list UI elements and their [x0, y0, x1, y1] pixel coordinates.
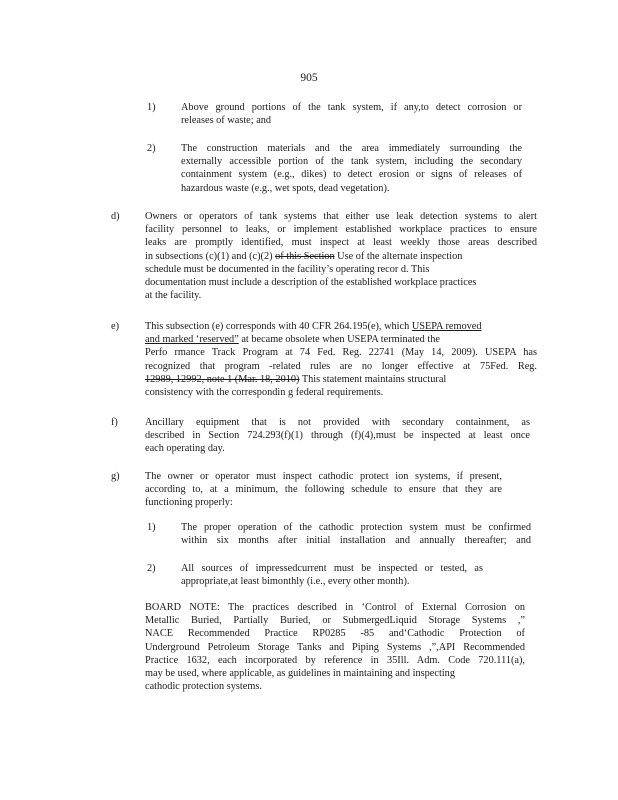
- item-1-paragraph: [181, 101, 522, 127]
- text-line: functioning properly:: [145, 497, 233, 509]
- text-line: Underground Petroleum Storage Tanks and Piping Systems ,”,API Recommended: [145, 641, 525, 653]
- inserted-text: USEPA removed: [411, 321, 482, 332]
- subsection-label: d): [111, 211, 120, 222]
- deleted-text: of this Section: [275, 250, 335, 262]
- text-line: leaks are promptly identified, must inspect at least weekly those areas described: [145, 237, 537, 249]
- text-run: Use of the alternate inspection: [334, 250, 463, 262]
- text-line: facility personnel to leaks, or implement established workplace practices to ensure: [145, 224, 537, 236]
- subsection-label: e): [111, 321, 119, 332]
- text-run: This statement maintains structural: [299, 373, 447, 385]
- item-2-paragraph: [181, 142, 522, 195]
- text-line: at the facility.: [145, 290, 202, 302]
- text-line: Perfo rmance Track Program at 74 Fed. Reg. 22741 (May 14, 2009). USEPA has: [145, 347, 537, 359]
- subsection-e-paragraph: [145, 320, 537, 399]
- text-line: The proper operation of the cathodic protection system must be confirmed: [181, 522, 531, 533]
- text-line: All sources of impressedcurrent must be inspected or tested, as: [181, 563, 483, 574]
- board-note: [145, 601, 525, 693]
- text-line: Ancillary equipment that is not provided with secondary containment, as: [145, 417, 530, 428]
- text-line: externally accessible portion of the tank system, including the secondary: [181, 156, 522, 168]
- text-line: described in Section 724.293(f)(1) through (f)(4),must be inspected at least once: [145, 430, 530, 442]
- text-line: according to, at a minimum, the following schedule to ensure that they are: [145, 484, 502, 496]
- text-line: BOARD NOTE: The practices described in ‘Control of External Corrosion on: [145, 602, 525, 613]
- inserted-text: and marked ‘reserved”: [145, 334, 239, 346]
- text-line: appropriate,at least bimonthly (i.e., every other month).: [181, 576, 410, 588]
- text-line: within six months after initial installation and annually thereafter; and: [181, 535, 531, 547]
- item-label: 1): [147, 522, 156, 533]
- text-line: The construction materials and the area immediately surrounding the: [181, 143, 522, 154]
- subsection-f-paragraph: [145, 416, 530, 456]
- item-g1-paragraph: [181, 521, 531, 547]
- text-line: hazardous waste (e.g., wet spots, dead vegetation).: [181, 182, 390, 194]
- deleted-text: 12989, 12992, note 1 (Mar. 18, 2010): [145, 373, 300, 385]
- item-label: 1): [147, 102, 156, 113]
- item-label: 2): [147, 143, 156, 154]
- text-line: schedule must be documented in the facility’s operating recor d. This: [145, 263, 430, 275]
- text-line: recognized that program -related rules are no longer effective at 75Fed. Reg.: [145, 360, 537, 372]
- page-number: 905: [300, 72, 318, 84]
- text-line: Owners or operators of tank systems that either use leak detection systems to alert: [145, 211, 537, 222]
- text-line: each operating day.: [145, 443, 225, 455]
- item-g2-paragraph: [181, 562, 483, 588]
- subsection-label: f): [111, 417, 118, 428]
- text-line: NACE Recommended Practice RP0285 -85 and‘Cathodic Protection of: [145, 628, 525, 640]
- item-label: 2): [147, 563, 156, 574]
- text-line: cathodic protection systems.: [145, 681, 262, 693]
- text-line: Practice 1632, each incorporated by reference in 35Ill. Adm. Code 720.111(a),: [145, 654, 525, 666]
- subsection-g-paragraph: [145, 470, 502, 510]
- text-run: in subsections (c)(1) and (c)(2): [145, 250, 273, 262]
- text-run: at became obsolete when USEPA terminated the: [238, 334, 440, 346]
- text-line: Metallic Buried, Partially Buried, or SubmergedLiquid Storage Systems ,”: [145, 615, 525, 627]
- text-line: [145, 373, 537, 386]
- text-line: may be used, where applicable, as guidelines in maintaining and inspecting: [145, 668, 455, 680]
- text-line: releases of waste; and: [181, 115, 272, 127]
- text-line: containment system (e.g., dikes) to detect erosion or signs of releases of: [181, 169, 522, 181]
- text-line: [145, 333, 537, 346]
- text-line: [145, 250, 537, 263]
- text-run: This subsection (e) corresponds with 40 CFR 264.195(e), which: [145, 321, 412, 332]
- text-line: Above ground portions of the tank system, if any,to detect corrosion or: [181, 102, 522, 113]
- text-line: documentation must include a description of the established workplace practices: [145, 277, 477, 289]
- subsection-label: g): [111, 471, 120, 482]
- text-line: The owner or operator must inspect cathodic protect ion systems, if present,: [145, 471, 502, 482]
- text-line: [145, 320, 537, 333]
- subsection-d-paragraph: [145, 210, 537, 302]
- text-line: consistency with the correspondin g federal requirements.: [145, 387, 384, 399]
